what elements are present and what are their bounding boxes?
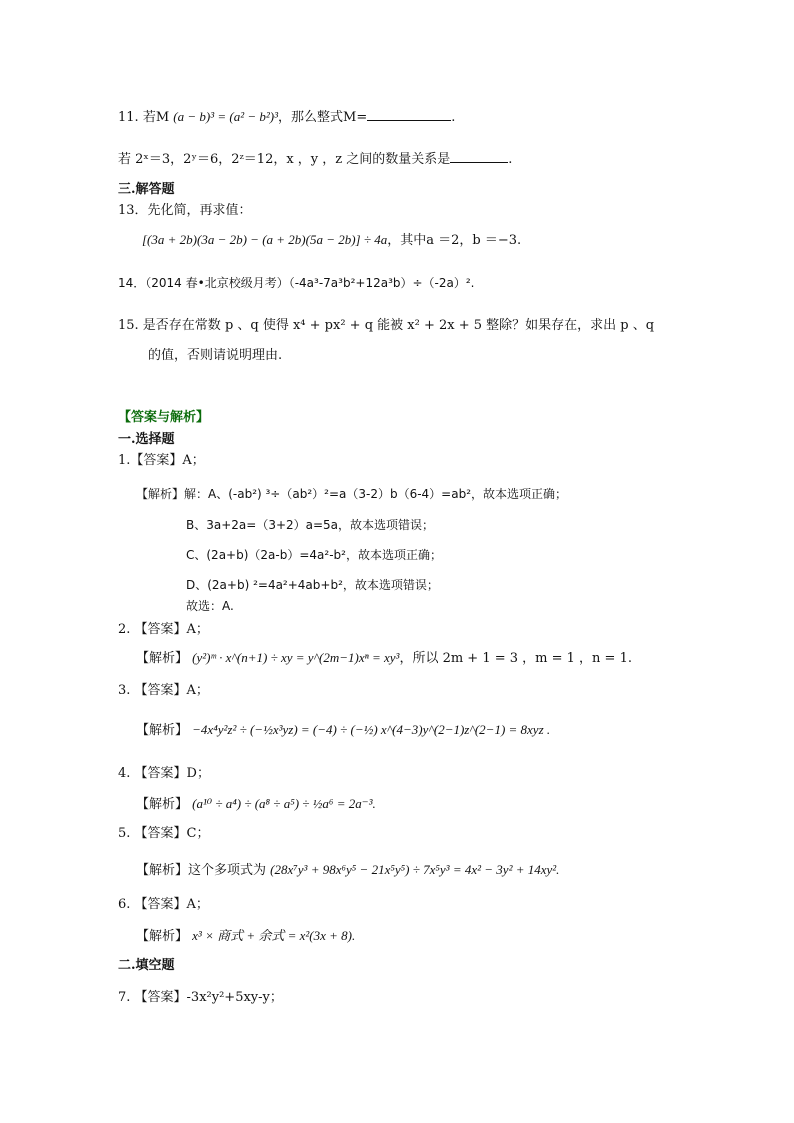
section-heading-2: 二.填空题 <box>118 958 175 973</box>
answer-1-option-d: D、(2a+b) ²=4a²+4ab+b²，故本选项错误； <box>186 578 439 592</box>
label: 【解析】 <box>136 651 189 666</box>
answer-1-head: 1.【答案】A； <box>118 453 205 468</box>
answers-title: 【答案与解析】 <box>118 410 210 425</box>
math-expr: [(3a + 2b)(3a − 2b) − (a + 2b)(5a − 2b)] ÷ 4a <box>142 232 388 247</box>
math-expr: (a¹⁰ ÷ a⁴) ÷ (a⁸ ÷ a⁵) ÷ ½a⁶ = 2a⁻³. <box>192 796 376 811</box>
q-text: ，所以 2m + 1 = 3 ，m = 1 ，n = 1. <box>399 651 632 666</box>
q-text: 这个多项式为 <box>188 863 267 878</box>
math-expr: (a − b)³ = (a² − b²)³ <box>173 109 279 124</box>
math-expr: −4x⁴y²z² ÷ (−½x³yz) = (−4) ÷ (−½) x^(4−3)y^(2−1)z^(2−1) = 8xyz . <box>192 722 551 737</box>
label: 【解析】 <box>136 723 189 738</box>
answer-7-head: 7. 【答案】-3x²y²+5xy-y； <box>118 990 283 1005</box>
q-text: 若M <box>142 110 170 125</box>
answer-blank <box>450 150 508 163</box>
question-15-line1: 15. 是否存在常数 p 、q 使得 x⁴ + px² + q 能被 x² + 2x + 5 整除？如果存在，求出 p 、q <box>118 318 655 333</box>
math-expr: x³ × 商式 + 余式 = x²(3x + 8). <box>192 928 356 943</box>
answer-4-head: 4. 【答案】D； <box>118 766 210 781</box>
answer-4-explanation <box>136 796 376 813</box>
answer-5-explanation <box>136 862 559 879</box>
q-text: 若 2ˣ＝3，2ʸ＝6，2ᶻ＝12，x ，y ，z 之间的数量关系是 <box>118 152 451 167</box>
q-number: 11. <box>118 110 139 125</box>
q-text: ，其中a ＝2，b ＝−3. <box>387 233 522 248</box>
answer-3-head: 3. 【答案】A； <box>118 683 209 698</box>
answer-2-head: 2. 【答案】A； <box>118 622 209 637</box>
answer-5-head: 5. 【答案】C； <box>118 826 210 841</box>
answer-1-option-b: B、3a+2a=（3+2）a=5a，故本选项错误； <box>186 518 435 532</box>
answer-blank <box>367 108 451 121</box>
answer-1-option-c: C、(2a+b)（2a-b）=4a²-b²，故本选项正确； <box>186 548 442 562</box>
section-heading-3: 三.解答题 <box>118 182 175 197</box>
label: 【解析】 <box>136 797 189 812</box>
section-heading-1: 一.选择题 <box>118 432 175 447</box>
answer-2-explanation <box>136 650 632 667</box>
q-text: . <box>508 152 513 167</box>
question-14: 14．（2014 春•北京校级月考）（-4a³-7a³b²+12a³b）÷（-2a）². <box>118 276 475 290</box>
answer-1-explanation: 【解析】解：A、(-ab²) ³÷（ab²）²=a（3-2）b（6-4）=ab²，故本选项正确； <box>136 487 568 501</box>
answer-6-head: 6. 【答案】A； <box>118 897 209 912</box>
question-12 <box>118 150 512 168</box>
math-expr: (28x⁷y³ + 98x⁶y⁵ − 21x⁵y⁵) ÷ 7x⁵y³ = 4x² − 3y² + 14xy². <box>270 862 560 877</box>
label: 【解析】 <box>136 863 189 878</box>
label: 【解析】 <box>136 929 189 944</box>
question-13-title: 13．先化简，再求值： <box>118 203 252 218</box>
question-13-expr <box>142 232 521 249</box>
question-11 <box>118 108 455 126</box>
answer-3-explanation <box>136 722 550 739</box>
q-text: ，那么整式M= <box>278 110 368 125</box>
math-expr: (y²)ᵐ · x^(n+1) ÷ xy = y^(2m−1)xⁿ = xy³ <box>192 650 400 665</box>
question-15-line2: 的值，否则请说明理由. <box>148 348 283 363</box>
answer-1-pick: 故选：A. <box>186 599 234 613</box>
answer-6-explanation <box>136 928 355 945</box>
q-text: . <box>451 110 456 125</box>
